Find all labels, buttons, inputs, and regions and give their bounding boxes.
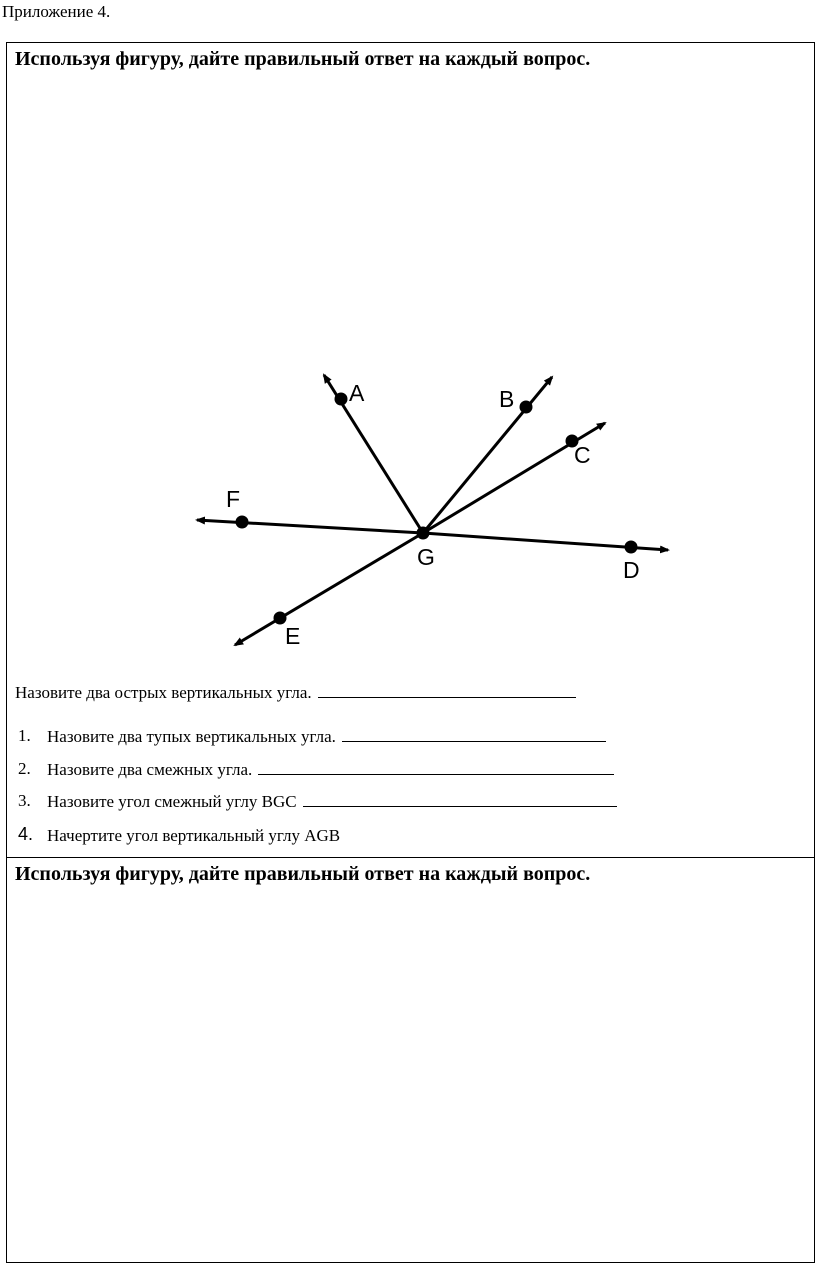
question-number-1: 1. (18, 726, 31, 745)
question-1-text: Назовите два тупых вертикальных угла. (47, 727, 336, 746)
point-g (417, 527, 430, 540)
answer-blank-3[interactable] (303, 790, 617, 807)
section-heading-bottom: Используя фигуру, дайте правильный ответ на каждый вопрос. (15, 863, 591, 885)
label-a: A (349, 380, 365, 406)
table-divider (7, 857, 814, 858)
label-g: G (417, 544, 435, 570)
section-heading-top: Используя фигуру, дайте правильный ответ на каждый вопрос. (15, 48, 591, 70)
geometry-figure (7, 43, 816, 683)
answer-blank-intro[interactable] (318, 681, 576, 698)
question-number-3: 3. (18, 791, 31, 810)
line-fd (197, 520, 423, 533)
question-number-4: 4. (18, 824, 34, 844)
point-f (236, 516, 249, 529)
question-intro-text: Назовите два острых вертикальных угла. (15, 683, 312, 702)
label-b: B (499, 386, 515, 412)
label-f: F (226, 486, 241, 512)
point-b (520, 401, 533, 414)
question-3-text: Назовите угол смежный углу BGC (47, 792, 297, 811)
point-a (335, 393, 348, 406)
question-3 (47, 790, 617, 813)
label-e: E (285, 623, 301, 649)
question-4 (47, 825, 340, 847)
label-c: C (574, 442, 591, 468)
question-1 (47, 725, 606, 748)
worksheet-table (6, 42, 815, 1263)
appendix-label: Приложение 4. (2, 2, 111, 21)
point-d (625, 541, 638, 554)
question-2 (47, 758, 614, 781)
ray-gb (423, 377, 552, 533)
label-d: D (623, 557, 640, 583)
answer-blank-1[interactable] (342, 725, 606, 742)
answer-blank-2[interactable] (258, 758, 614, 775)
question-number-2: 2. (18, 759, 31, 778)
question-2-text: Назовите два смежных угла. (47, 760, 253, 779)
question-intro (15, 681, 576, 704)
ray-ge (235, 533, 423, 645)
question-4-text: Начертите угол вертикальный углу AGB (47, 826, 341, 845)
